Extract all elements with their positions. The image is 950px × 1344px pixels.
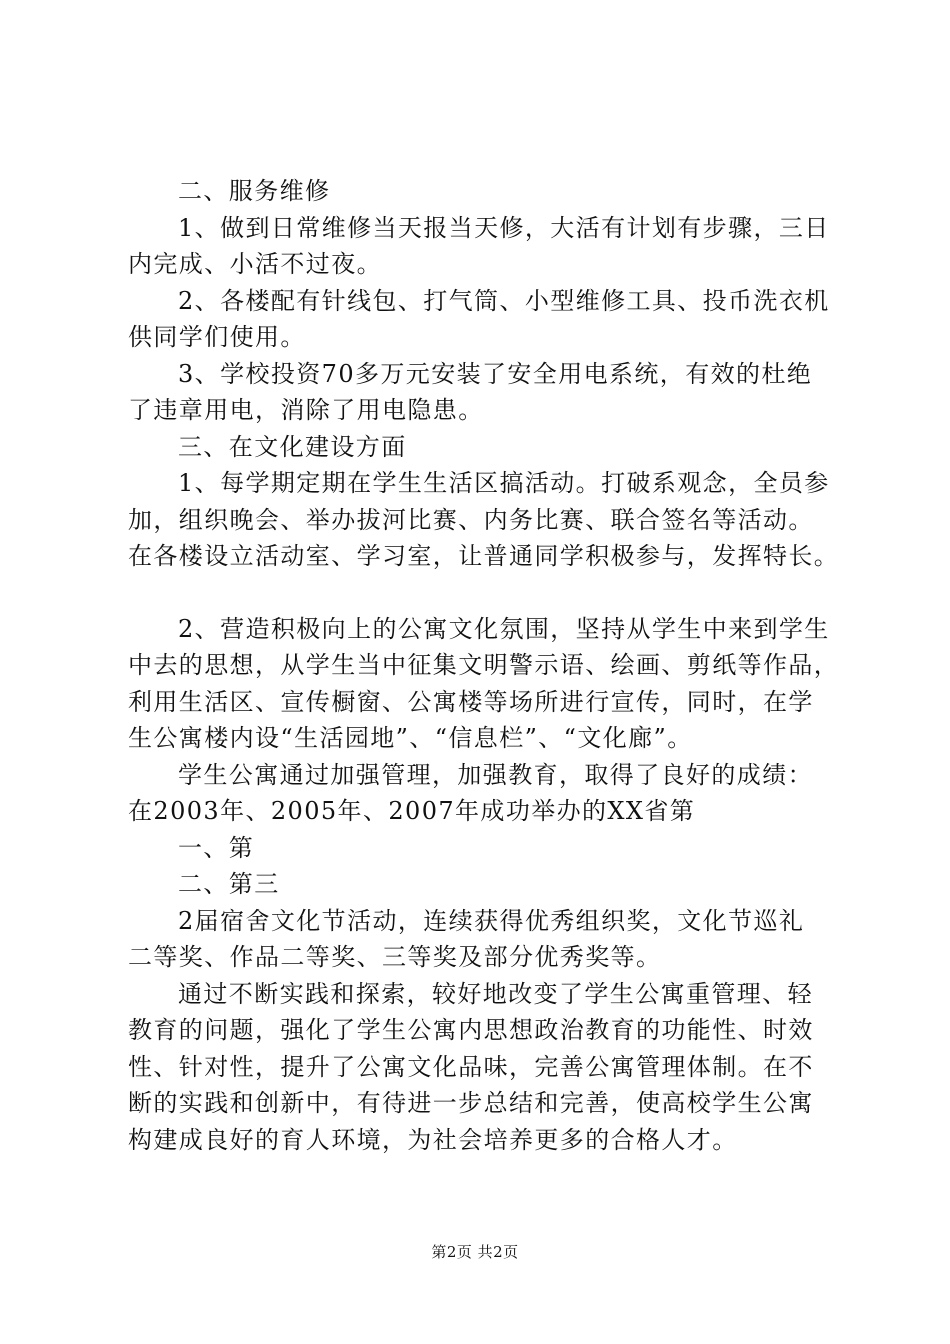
paragraph-line: 2、营造积极向上的公寓文化氛围，坚持从学生中来到学生 (178, 614, 830, 643)
paragraph-line: 了违章用电，消除了用电隐患。 (128, 396, 484, 424)
paragraph-line: 1、每学期定期在学生生活区搞活动。打破系观念，全员参 (178, 469, 830, 497)
paragraph-line: 构建成良好的育人环境，为社会培养更多的合格人才。 (128, 1125, 738, 1154)
paragraph-line: 1、做到日常维修当天报当天修，大活有计划有步骤，三日 (178, 213, 830, 242)
page-number-footer: 第2页 共2页 (431, 1243, 519, 1261)
paragraph-line: 在各楼设立活动室、学习室，让普通同学积极参与，发挥特长。 (128, 542, 840, 570)
section-heading-service: 二、服务维修 (178, 177, 331, 205)
section-heading-culture: 三、在文化建设方面 (178, 432, 407, 461)
document-body (128, 173, 848, 1158)
paragraph-line: 性、针对性，提升了公寓文化品味，完善公寓管理体制。在不 (128, 1052, 814, 1081)
paragraph-line: 生公寓楼内设“生活园地”、“信息栏”、“文化廊”。 (128, 724, 693, 752)
paragraph-line: 利用生活区、宣传橱窗、公寓楼等场所进行宣传，同时，在学 (128, 687, 814, 716)
paragraph-line: 2、各楼配有针线包、打气筒、小型维修工具、投币洗衣机 (178, 286, 830, 315)
paragraph-line: 加，组织晚会、举办拔河比赛、内务比赛、联合签名等活动。 (128, 505, 814, 534)
paragraph-line: 教育的问题，强化了学生公寓内思想政治教育的功能性、时效 (128, 1016, 814, 1044)
paragraph-line: 内完成、小活不过夜。 (128, 250, 382, 278)
paragraph-line: 断的实践和创新中，有待进一步总结和完善，使高校学生公寓 (128, 1089, 814, 1117)
paragraph-line: 供同学们使用。 (128, 323, 306, 351)
paragraph-line: 3、学校投资70多万元安装了安全用电系统，有效的杜绝 (178, 359, 813, 388)
paragraph-line: 二、第三 (178, 870, 280, 898)
paragraph-line: 二等奖、作品二等奖、三等奖及部分优秀奖等。 (128, 943, 662, 971)
paragraph-line: 在2003年、2005年、2007年成功举办的XX省第 (128, 797, 696, 825)
paragraph-line: 中去的思想，从学生当中征集文明警示语、绘画、剪纸等作品， (128, 651, 840, 679)
paragraph-spacer (128, 575, 848, 611)
paragraph-line: 一、第 (178, 833, 255, 862)
paragraph-line: 2届宿舍文化节活动，连续获得优秀组织奖，文化节巡礼 (178, 906, 805, 935)
paragraph-line: 通过不断实践和探索，较好地改变了学生公寓重管理、轻 (178, 979, 813, 1008)
paragraph-line: 学生公寓通过加强管理，加强教育，取得了良好的成绩： (178, 760, 813, 789)
